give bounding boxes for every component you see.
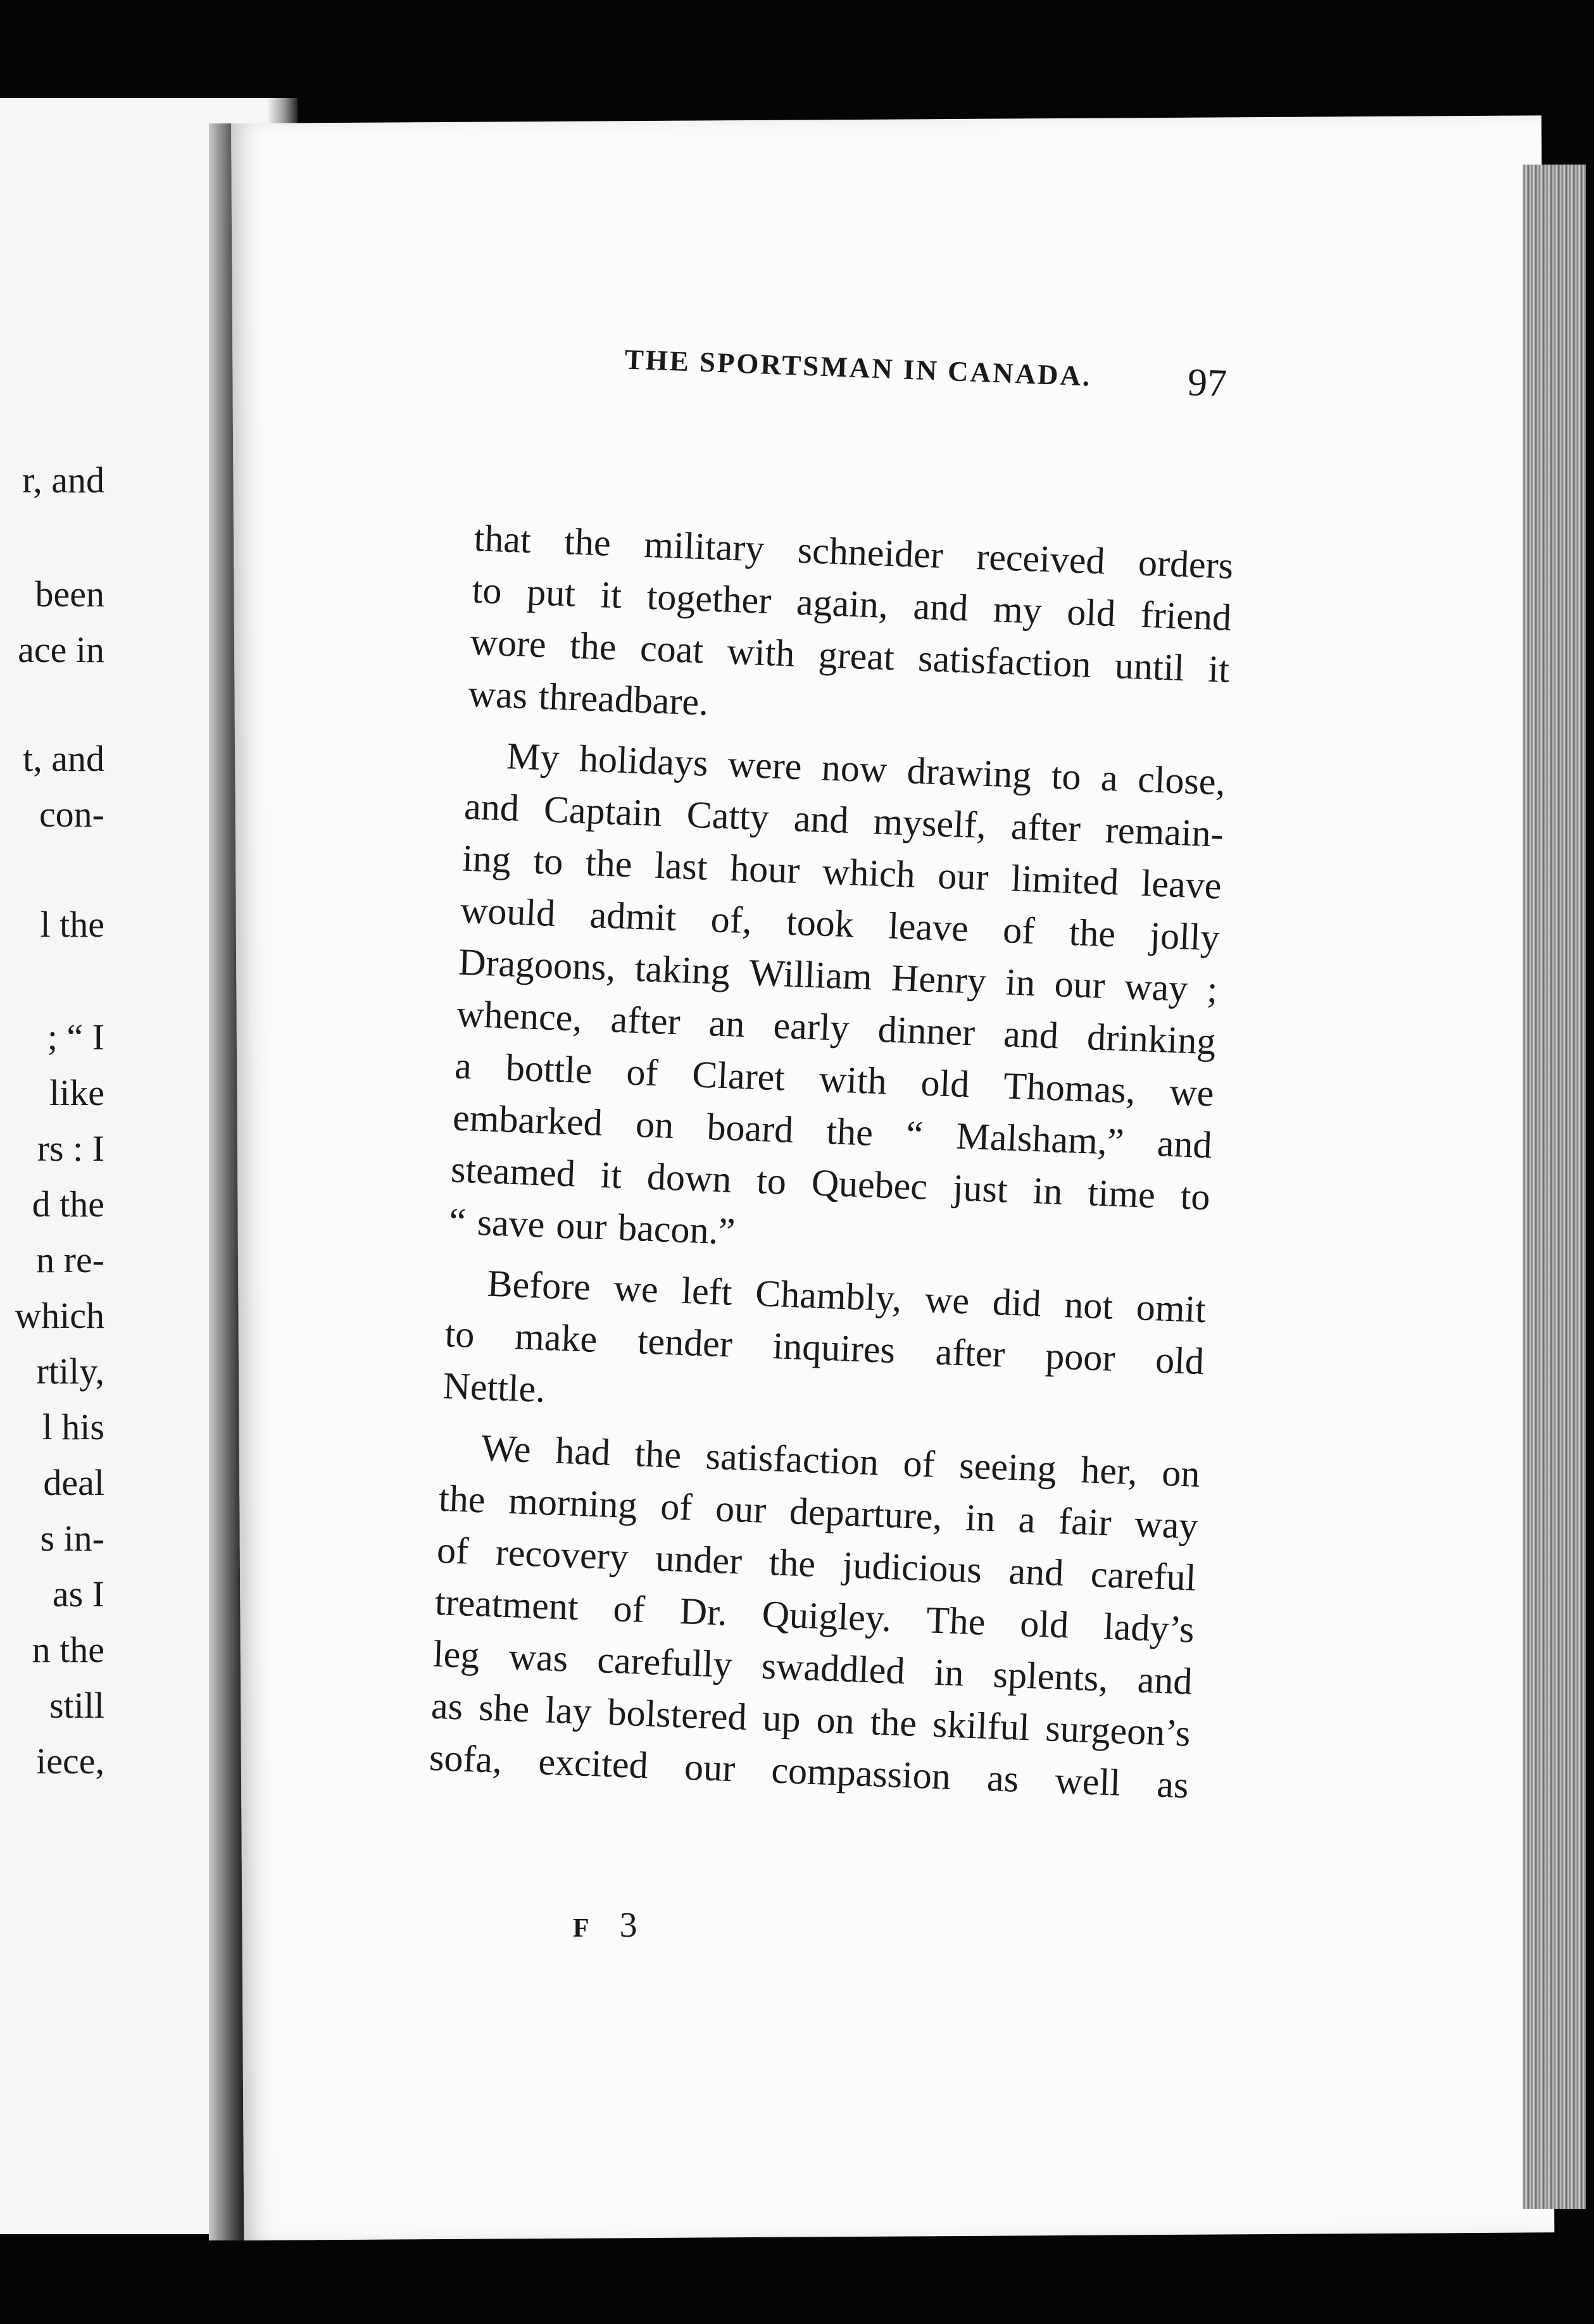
word: took: [786, 901, 855, 946]
word: Quigley.: [761, 1592, 893, 1640]
word: it: [599, 1154, 623, 1197]
word: the: [569, 624, 617, 668]
left-page-line: con-: [39, 794, 104, 835]
left-page-line: d the: [32, 1184, 104, 1225]
word: last: [654, 844, 708, 888]
word: was: [467, 672, 529, 717]
word: excited: [537, 1740, 649, 1787]
word: well: [1054, 1759, 1122, 1804]
word: until: [1114, 644, 1186, 689]
word: as: [1156, 1763, 1189, 1806]
word: an: [708, 1002, 746, 1046]
word: our: [684, 1746, 736, 1790]
word: ;: [1206, 968, 1219, 1011]
word: as: [430, 1684, 464, 1728]
word: omit: [1135, 1286, 1207, 1331]
word: we: [1169, 1070, 1215, 1115]
word: we: [613, 1266, 659, 1311]
word: after: [1010, 805, 1082, 850]
left-page-line: n re-: [36, 1239, 104, 1280]
signature-letter: F: [573, 1914, 589, 1943]
left-page-line: l the: [40, 904, 104, 945]
word: The: [925, 1599, 986, 1643]
word: after: [610, 998, 681, 1043]
word: after: [934, 1330, 1006, 1375]
word: and: [1156, 1122, 1213, 1166]
word: that: [473, 517, 532, 561]
word: to: [756, 1159, 788, 1203]
word: our: [555, 1204, 608, 1248]
word: and: [1136, 1658, 1193, 1702]
left-page-line: l his: [42, 1406, 104, 1447]
word: fair: [1058, 1499, 1112, 1544]
word: We: [480, 1427, 532, 1471]
word: Claret: [691, 1053, 786, 1099]
word: a: [1100, 756, 1119, 799]
left-page-line: like: [49, 1072, 104, 1113]
word: holidays: [578, 737, 709, 784]
word: did: [991, 1280, 1042, 1325]
word: to: [471, 568, 503, 612]
left-page-line: n the: [32, 1629, 104, 1670]
word: orders: [1138, 541, 1234, 587]
left-page-line: s in-: [40, 1518, 104, 1559]
word: Before: [486, 1262, 592, 1308]
left-page-line: as I: [52, 1573, 104, 1615]
word: Malsham,”: [955, 1115, 1125, 1163]
word: on: [1161, 1451, 1201, 1495]
word: the: [585, 841, 633, 885]
word: lady’s: [1103, 1605, 1195, 1651]
word: were: [727, 742, 803, 788]
word: “: [448, 1200, 467, 1243]
word: poor: [1045, 1334, 1116, 1379]
word: remain-: [1104, 808, 1224, 855]
word: threadbare.: [537, 675, 710, 723]
word: on: [815, 1699, 855, 1742]
word: close,: [1137, 758, 1226, 803]
word: to: [532, 839, 564, 883]
word: with: [726, 630, 796, 675]
word: to: [1179, 1175, 1211, 1218]
word: of,: [710, 898, 753, 942]
word: Thomas,: [1003, 1065, 1136, 1111]
word: as: [986, 1757, 1020, 1800]
word: up: [762, 1696, 801, 1740]
word: our: [937, 854, 989, 899]
word: a: [454, 1044, 473, 1087]
word: limited: [1010, 857, 1120, 903]
word: way: [1124, 965, 1189, 1009]
word: morning: [508, 1480, 638, 1527]
word: schneider: [796, 528, 944, 577]
word: was: [508, 1635, 569, 1680]
word: hour: [729, 847, 801, 892]
word: taking: [634, 947, 731, 993]
word: had: [555, 1429, 612, 1473]
word: jolly: [1149, 914, 1221, 959]
word: down: [646, 1155, 732, 1201]
word: My: [506, 735, 560, 779]
left-page-line: ace in: [18, 629, 104, 670]
word: together: [646, 575, 772, 622]
word: she: [478, 1686, 530, 1730]
word: surgeon’s: [1045, 1707, 1191, 1754]
word: left: [681, 1269, 733, 1313]
word: with: [818, 1058, 888, 1103]
word: Captain: [543, 788, 663, 835]
word: Dr.: [679, 1590, 728, 1634]
word: just: [951, 1166, 1008, 1211]
word: compassion: [770, 1749, 952, 1797]
word: in: [1005, 961, 1036, 1004]
word: and: [463, 785, 520, 829]
word: tender: [636, 1320, 734, 1365]
word: in: [933, 1651, 965, 1694]
word: of: [612, 1587, 646, 1630]
word: the: [438, 1477, 486, 1521]
word: leave: [888, 904, 970, 949]
word: satisfaction: [705, 1435, 880, 1484]
word: and: [912, 585, 969, 629]
word: in: [965, 1496, 996, 1540]
word: in: [1032, 1170, 1064, 1213]
word: leave: [1140, 861, 1222, 907]
word: Catty: [686, 793, 770, 839]
signature-mark: [573, 1905, 637, 1946]
word: board: [706, 1106, 794, 1151]
word: old: [1155, 1339, 1205, 1383]
word: military: [643, 523, 765, 570]
word: admit: [589, 894, 677, 939]
page-edges: [1522, 165, 1586, 2209]
word: embarked: [452, 1096, 603, 1144]
word: of: [436, 1528, 470, 1572]
word: not: [1064, 1283, 1114, 1327]
left-page-line: been: [35, 573, 104, 615]
word: the: [825, 1110, 874, 1154]
word: skilful: [932, 1702, 1031, 1749]
word: it: [1207, 647, 1231, 690]
word: satisfaction: [917, 637, 1092, 685]
word: time: [1087, 1171, 1157, 1216]
word: which: [821, 850, 916, 896]
word: friend: [1139, 593, 1233, 639]
word: carefully: [596, 1639, 733, 1686]
word: the: [768, 1541, 817, 1585]
word: put: [526, 571, 577, 615]
signature-number: 3: [619, 1906, 637, 1945]
left-page-line: which: [15, 1295, 104, 1336]
word: recovery: [494, 1531, 629, 1578]
page-number: 97: [1186, 361, 1228, 406]
word: Quebec: [810, 1161, 929, 1208]
word: Nettle.: [442, 1365, 546, 1410]
word: great: [817, 634, 896, 678]
running-title: THE SPORTSMAN IN CANADA.: [624, 343, 1093, 392]
word: it: [599, 573, 623, 616]
word: our: [1053, 963, 1106, 1006]
word: of: [660, 1485, 693, 1528]
word: drawing: [906, 749, 1032, 796]
word: received: [976, 535, 1106, 582]
word: the: [869, 1701, 918, 1744]
word: judicious: [841, 1544, 982, 1591]
word: bacon.”: [617, 1206, 736, 1253]
word: to: [1050, 754, 1082, 798]
word: Chambly,: [755, 1272, 903, 1320]
left-page-line: r, and: [22, 459, 104, 501]
word: William: [748, 951, 873, 998]
left-page-line: t, and: [23, 738, 104, 779]
word: way: [1134, 1502, 1199, 1547]
word: wore: [469, 620, 547, 666]
word: Dragoons,: [458, 940, 617, 989]
word: bolstered: [606, 1690, 748, 1738]
word: coat: [639, 627, 705, 672]
word: and: [793, 797, 850, 841]
word: of: [902, 1442, 936, 1485]
word: my: [992, 588, 1043, 632]
word: her,: [1080, 1449, 1138, 1493]
word: drinking: [1086, 1016, 1217, 1063]
left-page-line: iece,: [36, 1740, 104, 1782]
word: ing: [461, 837, 512, 881]
word: a: [1017, 1498, 1036, 1541]
word: again,: [795, 580, 889, 626]
word: make: [514, 1315, 598, 1360]
word: leg: [432, 1632, 480, 1677]
word: under: [655, 1537, 743, 1582]
word: on: [635, 1103, 675, 1147]
word: save: [476, 1201, 546, 1246]
word: Henry: [890, 956, 988, 1003]
word: inquires: [772, 1325, 896, 1371]
left-page-line: rtily,: [36, 1351, 104, 1392]
word: sofa,: [429, 1736, 503, 1781]
word: old: [1066, 590, 1117, 635]
word: myself,: [872, 800, 988, 846]
left-page-line: still: [49, 1685, 104, 1726]
word: of: [1002, 909, 1036, 952]
word: and: [1003, 1013, 1060, 1057]
word: our: [715, 1487, 767, 1531]
left-page-line: ; “ I: [47, 1016, 104, 1058]
left-page-line: deal: [43, 1462, 104, 1503]
word: bottle: [505, 1046, 593, 1092]
word: lay: [544, 1689, 593, 1733]
left-page-line: rs : I: [37, 1128, 104, 1169]
word: early: [772, 1004, 850, 1049]
word: old: [1019, 1602, 1070, 1646]
word: and: [1008, 1550, 1065, 1594]
word: old: [920, 1061, 970, 1106]
word: whence,: [456, 992, 583, 1039]
word: of: [625, 1051, 659, 1094]
word: steamed: [450, 1148, 577, 1195]
word: splents,: [992, 1653, 1109, 1699]
word: swaddled: [760, 1644, 906, 1692]
word: the: [1068, 911, 1117, 955]
word: the: [563, 520, 612, 564]
word: to: [444, 1313, 475, 1356]
word: dinner: [877, 1008, 976, 1054]
word: treatment: [434, 1580, 579, 1628]
word: would: [460, 889, 556, 935]
word: departure,: [788, 1490, 943, 1538]
word: “: [905, 1113, 924, 1156]
word: now: [820, 746, 888, 791]
word: the: [634, 1432, 682, 1476]
word: seeing: [958, 1444, 1057, 1490]
word: we: [924, 1278, 970, 1322]
word: careful: [1089, 1552, 1197, 1599]
